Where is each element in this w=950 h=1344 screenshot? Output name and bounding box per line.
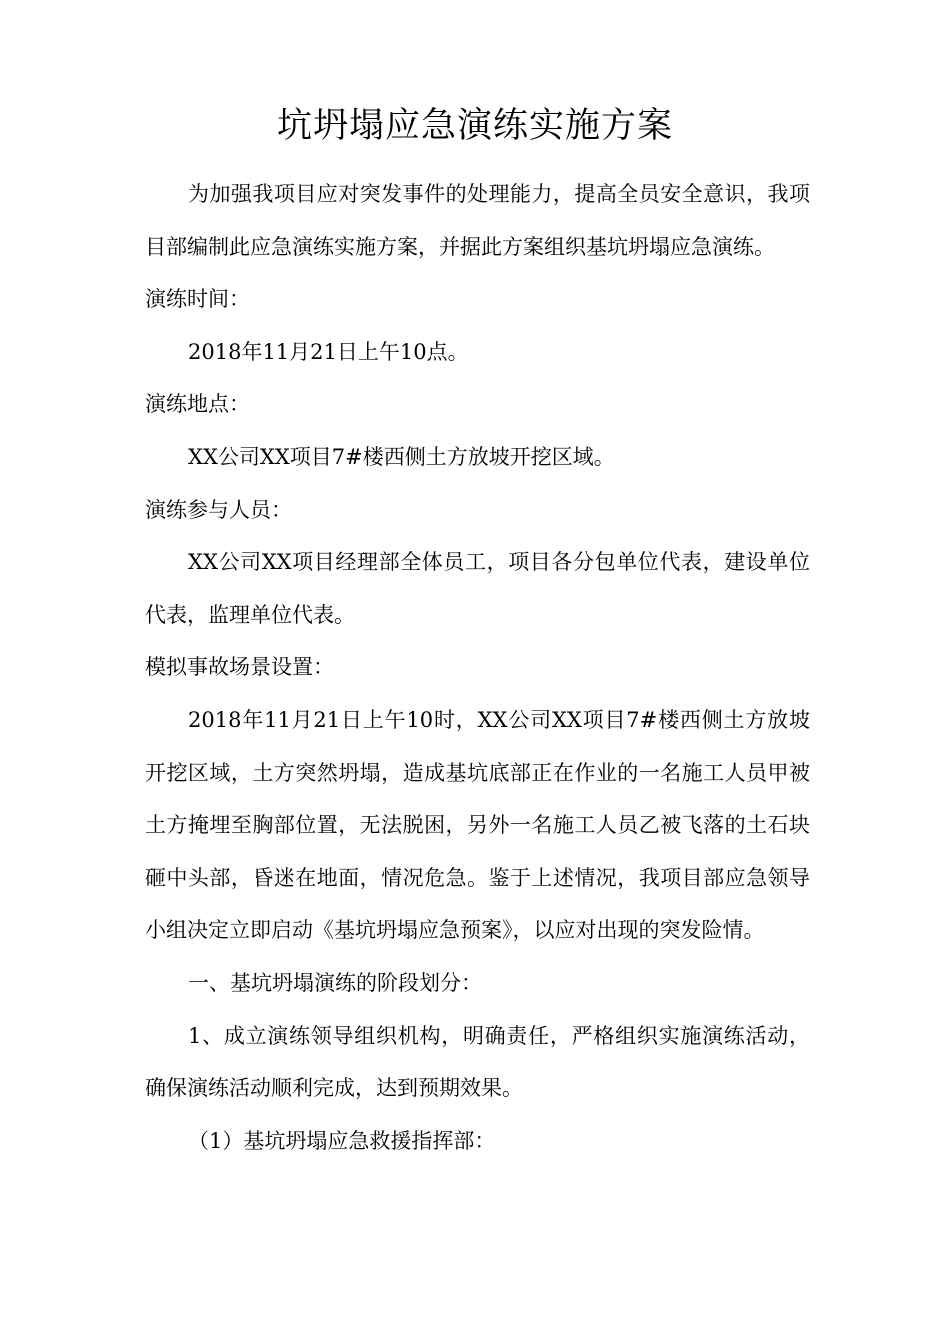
drill-location-value: XX公司XX项目7#楼西侧土方放坡开挖区域。	[188, 444, 615, 469]
participants-heading: 演练参与人员：	[145, 497, 292, 522]
drill-time-value: 2018年11月21日上午10点。	[188, 339, 469, 364]
document-title: 坑坍塌应急演练实施方案	[276, 106, 673, 146]
item-one-paragraph: 1、成立演练领导组织机构，明确责任，严格组织实施演练活动，确保演练活动顺利完成，达到预期效果。	[145, 1023, 810, 1101]
drill-time-heading: 演练时间：	[145, 287, 250, 312]
sub-item-heading: （1）基坑坍塌应急救援指挥部：	[188, 1128, 496, 1153]
document-body	[145, 168, 810, 1167]
scenario-paragraph: 2018年11月21日上午10时，XX公司XX项目7#楼西侧土方放坡开挖区域，土方突然坍塌，造成基坑底部正在作业的一名施工人员甲被土方掩埋至胸部位置，无法脱困，另外一名施工人员乙被飞落的土石块砸中头部，昏迷在地面，情况危急。鉴于上述情况，我项目部应急领导小组决定立即启动《基坑坍塌应急预案》，以应对出现的突发险情。	[145, 707, 810, 943]
drill-location-heading: 演练地点：	[145, 392, 250, 417]
scenario-heading: 模拟事故场景设置：	[145, 655, 334, 680]
section-one-heading: 一、基坑坍塌演练的阶段划分：	[188, 970, 482, 995]
participants-value: XX公司XX项目经理部全体员工，项目各分包单位代表，建设单位代表，监理单位代表。	[145, 550, 810, 627]
intro-paragraph: 为加强我项目应对突发事件的处理能力，提高全员安全意识，我项目部编制此应急演练实施方案，并据此方案组织基坑坍塌应急演练。	[145, 182, 810, 259]
